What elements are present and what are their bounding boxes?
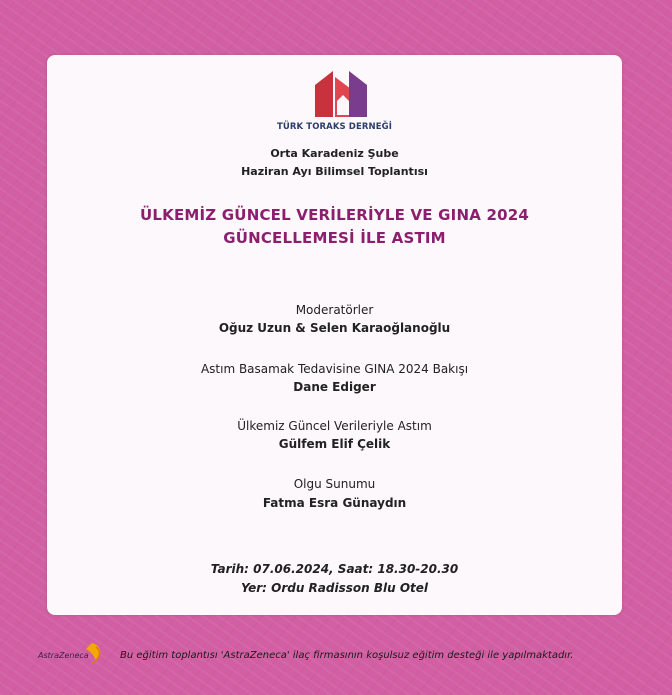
organization-name: TÜRK TORAKS DERNEĞİ <box>277 122 392 132</box>
program-label-talk-1: Astım Basamak Tedavisine GINA 2024 Bakışı <box>200 362 469 376</box>
program-label-moderators: Moderatörler <box>295 303 374 317</box>
program-label-talk-3: Olgu Sunumu <box>293 477 376 491</box>
title-line-2: GÜNCELLEMESİ İLE ASTIM <box>223 229 446 247</box>
program-name-moderators: Oğuz Uzun & Selen Karaoğlanoğlu <box>218 321 451 335</box>
program-label-talk-2: Ülkemiz Güncel Verileriyle Astım <box>237 419 432 433</box>
invitation-card <box>47 55 622 615</box>
title-line-1: ÜLKEMİZ GÜNCEL VERİLERİYLE VE GINA 2024 <box>139 206 529 224</box>
sponsor-disclaimer: Bu eğitim toplantısı 'AstraZeneca' ilaç firmasının koşulsuz eğitim desteği ile yapılmaktadır. <box>120 650 574 661</box>
event-date-time: Tarih: 07.06.2024, Saat: 18.30-20.30 <box>210 562 459 576</box>
program-name-talk-3: Fatma Esra Günaydın <box>262 496 407 510</box>
meeting-name: Haziran Ayı Bilimsel Toplantısı <box>241 165 428 178</box>
astrazeneca-logo-text: AstraZeneca <box>38 651 89 660</box>
branch-name: Orta Karadeniz Şube <box>270 147 399 160</box>
program-name-talk-2: Gülfem Elif Çelik <box>278 437 391 451</box>
event-venue: Yer: Ordu Radisson Blu Otel <box>240 581 429 595</box>
turk-toraks-logo-icon <box>311 67 371 119</box>
program-name-talk-1: Dane Ediger <box>293 380 376 394</box>
